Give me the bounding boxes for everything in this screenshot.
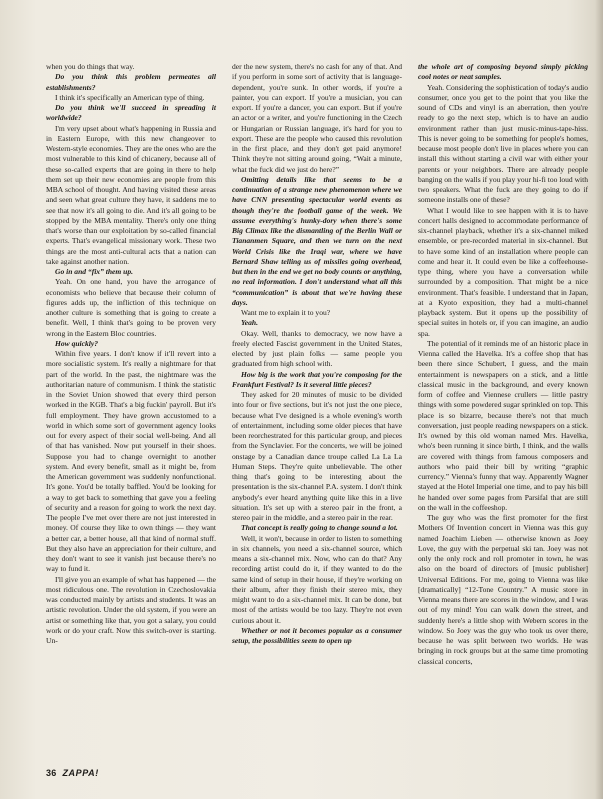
interview-question: Whether or not it becomes popular as a consumer setup, the possibilities seem to open up [232, 625, 402, 645]
page-footer [46, 768, 99, 778]
interview-question: the whole art of composing beyond simply picking cool notes or neat samples. [418, 62, 588, 82]
interview-question: Do you think we'll succeed in spreading it worldwide? [46, 103, 216, 123]
text-column-1 [46, 62, 216, 646]
interview-answer: They asked for 20 minutes of music to be divided into four or five sections, but it's not just the one piece, because what I've designed is a whole evening's worth of entertainment, including some older pieces that have been reorchestrated for this particular group, and pieces from the Synclavier. For the concerts, we will be joined onstage by a Canadian dance troupe called La La La Human Steps. They're quite unbelievable. The other thing that's going to be interesting about the presentation is the six-channel P.A. system. I don't think anybody's ever heard anything quite like this in a live situation. It's set up with a stereo pair in the front, a stereo pair in the middle, and a stereo pair in the rear. [232, 390, 402, 522]
interview-question: Do you think this problem permeates all establishments? [46, 72, 216, 92]
interview-question: How big is the work that you're composing for the Frankfurt Festival? Is it several little pieces? [232, 369, 402, 389]
text-column-2 [232, 62, 402, 646]
interview-question: Omitting details like that seems to be a continuation of a strange new phenomenon where we have CNN presenting spectacular world events as though they're the football game of the week. We assume everything's hunky-dory when there's some Big Climax like the dismantling of the Berlin Wall or Tiananmen Square, and then we turn on the next World Crisis like the Iraqi war, where we have Bernard Shaw telling us of missiles going overhead, but then in the end we get no body counts or anything, no real information. I don't understand what all this “communication” is about that we're having these days. [232, 174, 402, 307]
interview-question: How quickly? [55, 338, 98, 348]
interview-answer: Yeah. On one hand, you have the arrogance of economists who believe that because their column of figures adds up, the infliction of this technique on another culture is something that is going to create a benefit. Well, I think that's going to be proven very wrong in the Eastern Bloc countries. [46, 277, 216, 338]
text-column-3 [418, 62, 588, 667]
interview-answer: I think it's specifically an American type of thing. [55, 92, 205, 102]
interview-answer: The guy who was the first promoter for the first Mothers Of Invention concert in Vienna was this guy named Joachim Lieben — otherwise known as Joey Love, the guy with the perpetual ski tan. Joey was not only the only rock and roll promoter in town, he was also on the board of directors of [music publisher] Universal Editions. For me, going to Vienna was like [dramatically] “12-Tone Country.” A music store in Vienna means there are scores in the window, and I was out of my mind! You can walk down the street, and suddenly here's a little shop with Webern scores in the window. So Joey was the guy who took us over there, because he was split between two worlds. He was bringing in rock groups but at the same time promoting classical concerts, [418, 513, 588, 666]
interview-answer: Within five years. I don't know if it'll revert into a more socialistic system. It's really a nightmare for that part of the world. In the past, the nightmare was the authoritarian nature of communism. I think the statistic in the Soviet Union showed that every third person worked in the KGB. That's a big fuckin' payroll. But it's full employment. They have grown accustomed to a world in which some sort of government agency looks out for every aspect of their social well-being. And all of that has vanished. Now put yourself in their shoes. Suppose you had to change overnight to another system. And every benefit, small as it might be, from the American government was suddenly nonfunctional. It's gone. You'd be totally baffled. You'd be looking for a way to get back to something that gave you a feeling of security and a reason for going to work the next day. The people I've met over there are not just interested in money. Of course they like to own things — they want a better car, a better house, all that kind of normal stuff. But they also have an appreciation for their culture, and they don't want to see it vanish just because there's no way to fund it. [46, 349, 216, 574]
interview-answer: when you do things that way. [46, 62, 135, 71]
interview-question: Yeah. [241, 318, 258, 328]
interview-answer: What I would like to see happen with it is to have concert halls designed to accommodate performance of six-channel playback, whether it's a six-channel miked ensemble, or pre-recorded material in six-channel. But to have some kind of an installation where people can come and hear it. It could even be like a coffeehouse-type thing, where you have a conversation while surrounded by a composition. That might be a nice environment. That's feasible. I understand that in Japan, at a Kyoto exposition, they had a multi-channel playback system. But it opens up the possibility of special suites in hotels or, if you can imagine, an audio spa. [418, 205, 588, 338]
interview-answer: The potential of it reminds me of an historic place in Vienna called the Havelka. It's a coffee shop that has been there since Schubert, I guess, and the main entertainment is newspapers on a stick, and a little classical music in the background, and every known form of coffee and Viennese crullers — little pastry things with some powdered sugar sprinkled on top. This place is so bizarre, because there's not that much conversation, just people reading newspapers on a stick. It's owned by this old woman named Mrs. Havelka, who's been running it since birth, I think, and the walls are covered with things from famous composers and authors who paid their bill by writing “graphic currency.” Vienna's funny that way. Apparently Wagner stayed at the Hotel Imperial one time, and to pay his bill he handed over some pages from Parsifal that are still on the wall in the coffeeshop. [418, 338, 588, 512]
interview-question: That concept is really going to change sound a lot. [241, 523, 398, 533]
page-gutter-shadow [595, 0, 603, 799]
interview-answer: I'm very upset about what's happening in Russia and in Eastern Europe, with this new changeover to Western-style economies. They are the ones who are the most vulnerable to this kind of chicanery, because all of these so-called experts that are going in there to help them set up their new economies are people from this MBA school of thought. And having visited these areas and seen what great culture they have, it saddens me to see that now it's all going to die. And it's all going to be stopped by the MBA mentality. There's only one thing that's worse than our exploitation by so-called financial experts. That's evangelical missionary work. These two things are the most anti-cultural acts that a nation can take against another nation. [46, 123, 216, 266]
interview-answer: Okay. Well, thanks to democracy, we now have a freely elected Fascist government in the United States, elected by just plain folks — same people you graduated from high school with. [232, 328, 402, 369]
interview-answer: Yeah. Considering the sophistication of today's audio consumer, once you get to the point that you like the sound of CDs and vinyl is an aberration, then you're ready to go the next step, which is to have an audio environment rather than just music-minus-tape-hiss. This is never going to be something for people's homes, because most people don't live in places where you can install this without starting a civil war with either your parents or your neighbors. There are already people banging on the walls if you play your hi-fi too loud with two speakers. What the fuck are they going to do if someone installs one of these? [418, 82, 588, 205]
interview-answer: I'll give you an example of what has happened — the most ridiculous one. The revolution in Czechoslovakia was conducted mainly by artists and students. It was an artistic revolution. Under the old system, if you were an artist or something like that, you got a salary, you could work or do your craft. Now this switch-over is starting. Un- [46, 574, 216, 645]
page-number: 36 [46, 768, 57, 778]
magazine-name: ZAPPA! [62, 768, 99, 778]
interview-answer: der the new system, there's no cash for any of that. And if you perform in some sort of activity that is language-dependent, you're sunk. In other words, if you're a painter, you can export. If you're a musician, you can export. If you're a dancer, you can export. But if you're an actor or a writer, and you're functioning in the Czech or Hungarian or Russian language, it's hard for you to export. These are the people who caused this revolution in the first place, and they don't get paid anymore! Think they're not sitting around going, “Wait a minute, what the fuck did we just do here?” [232, 62, 402, 174]
interview-answer: Well, it won't, because in order to listen to something in six channels, you need a six-channel source, which means a six-channel mix. Now, who can do that? Any recording artist could do it, if they wanted to do the same kind of setup in their house, if they're working on their album, after they finish their stereo mix, they might want to do a six-channel mix. It can be done, but most of the artists would be too lazy. They're not even curious about it. [232, 533, 402, 625]
interview-question: Go in and “fix” them up. [55, 267, 133, 276]
interview-answer: Want me to explain it to you? [241, 308, 331, 317]
